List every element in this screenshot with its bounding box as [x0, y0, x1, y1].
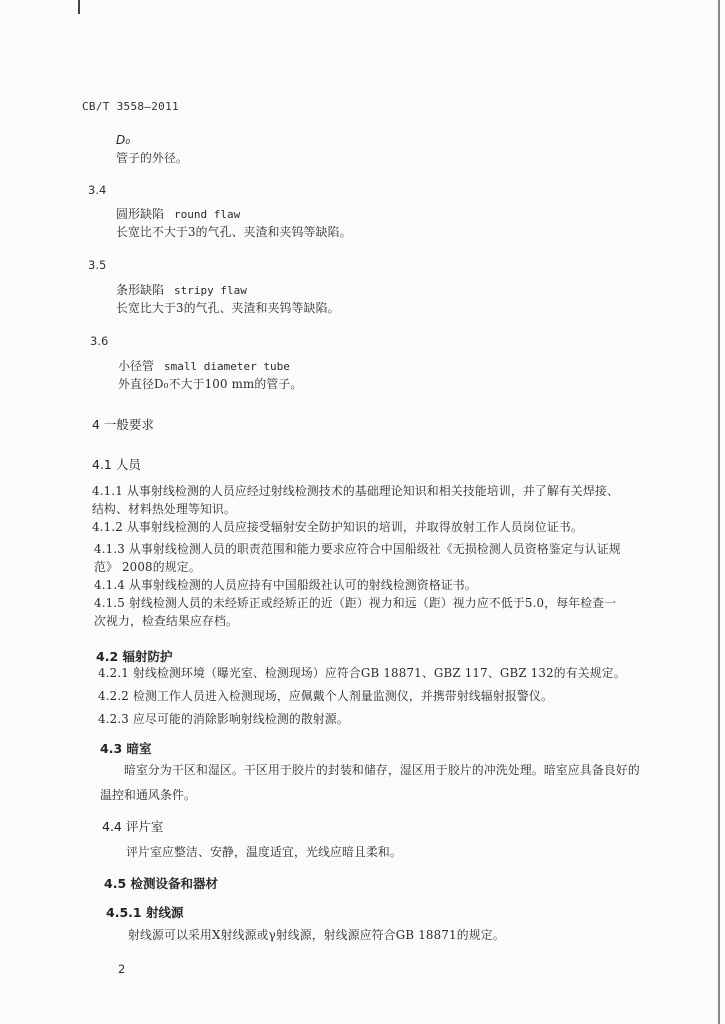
section-heading-4-3: 4.3 暗室	[100, 741, 152, 756]
clause-number: 3.6	[90, 334, 109, 348]
clause-4-2-3: 4.2.3 应尽可能的消除影响射线检测的散射源。	[98, 712, 349, 726]
definition-text: 长宽比大于3的气孔、夹渣和夹钨等缺陷。	[116, 301, 340, 315]
definition-text: 外直径D₀不大于100 mm的管子。	[118, 377, 303, 391]
term-entry	[116, 283, 247, 298]
clause-4-1-1-cont: 结构、材料热处理等知识。	[92, 502, 236, 516]
term-cn: 条形缺陷	[116, 283, 165, 297]
clause-4-2-1: 4.2.1 射线检测环境（曝光室、检测现场）应符合GB 18871、GBZ 117、GBZ 132的有关规定。	[98, 666, 626, 680]
section-heading-4: 4 一般要求	[92, 417, 154, 432]
clause-4-1-3-cont: 范》 2008的规定。	[94, 560, 201, 574]
clause-4-1-5: 4.1.5 射线检测人员的未经矫正或经矫正的近（距）视力和远（距）视力应不低于5.0，每年检查一	[94, 596, 617, 610]
scan-edge-right	[718, 0, 720, 1024]
section-heading-4-4: 4.4 评片室	[102, 819, 164, 834]
clause-4-1-4: 4.1.4 从事射线检测的人员应持有中国船级社认可的射线检测资格证书。	[94, 578, 477, 592]
definition-text: 管子的外径。	[116, 151, 188, 165]
term-cn: 圆形缺陷	[116, 207, 165, 221]
clause-number: 3.5	[88, 258, 107, 272]
section-heading-4-5-1: 4.5.1 射线源	[106, 905, 184, 920]
scan-edge-top	[78, 0, 80, 14]
term-entry	[118, 359, 290, 374]
clause-4-1-3: 4.1.3 从事射线检测人员的职责范围和能力要求应符合中国船级社《无损检测人员资格鉴定与认证规	[94, 542, 621, 556]
symbol-d0: D₀	[116, 133, 131, 147]
paragraph-4-3: 暗室分为干区和湿区。干区用于胶片的封装和储存，湿区用于胶片的冲洗处理。暗室应具备良好的	[124, 763, 640, 777]
paragraph-4-3-cont: 温控和通风条件。	[100, 788, 196, 802]
standard-number-header: CB/T 3558—2011	[82, 100, 179, 113]
section-heading-4-1: 4.1 人员	[92, 457, 141, 472]
paragraph-4-4: 评片室应整洁、安静，温度适宜，光线应暗且柔和。	[126, 845, 402, 859]
term-en: stripy flaw	[174, 284, 247, 297]
section-heading-4-2: 4.2 辐射防护	[96, 649, 173, 664]
term-en: small diameter tube	[164, 360, 290, 373]
term-entry	[116, 207, 240, 222]
clause-4-1-1: 4.1.1 从事射线检测的人员应经过射线检测技术的基础理论知识和相关技能培训，并了解有关焊接、	[92, 484, 619, 498]
paragraph-4-5-1: 射线源可以采用X射线源或γ射线源，射线源应符合GB 18871的规定。	[128, 928, 505, 942]
term-cn: 小径管	[118, 359, 155, 373]
section-heading-4-5: 4.5 检测设备和器材	[104, 876, 218, 891]
term-en: round flaw	[174, 208, 241, 221]
definition-text: 长宽比不大于3的气孔、夹渣和夹钨等缺陷。	[116, 225, 352, 239]
clause-4-1-5-cont: 次视力，检查结果应存档。	[94, 614, 238, 628]
clause-4-2-2: 4.2.2 检测工作人员进入检测现场，应佩戴个人剂量监测仪，并携带射线辐射报警仪。	[98, 689, 553, 703]
clause-number: 3.4	[88, 183, 107, 197]
page-number: 2	[118, 962, 126, 976]
clause-4-1-2: 4.1.2 从事射线检测的人员应接受辐射安全防护知识的培训，并取得放射工作人员岗位证书。	[92, 520, 583, 534]
